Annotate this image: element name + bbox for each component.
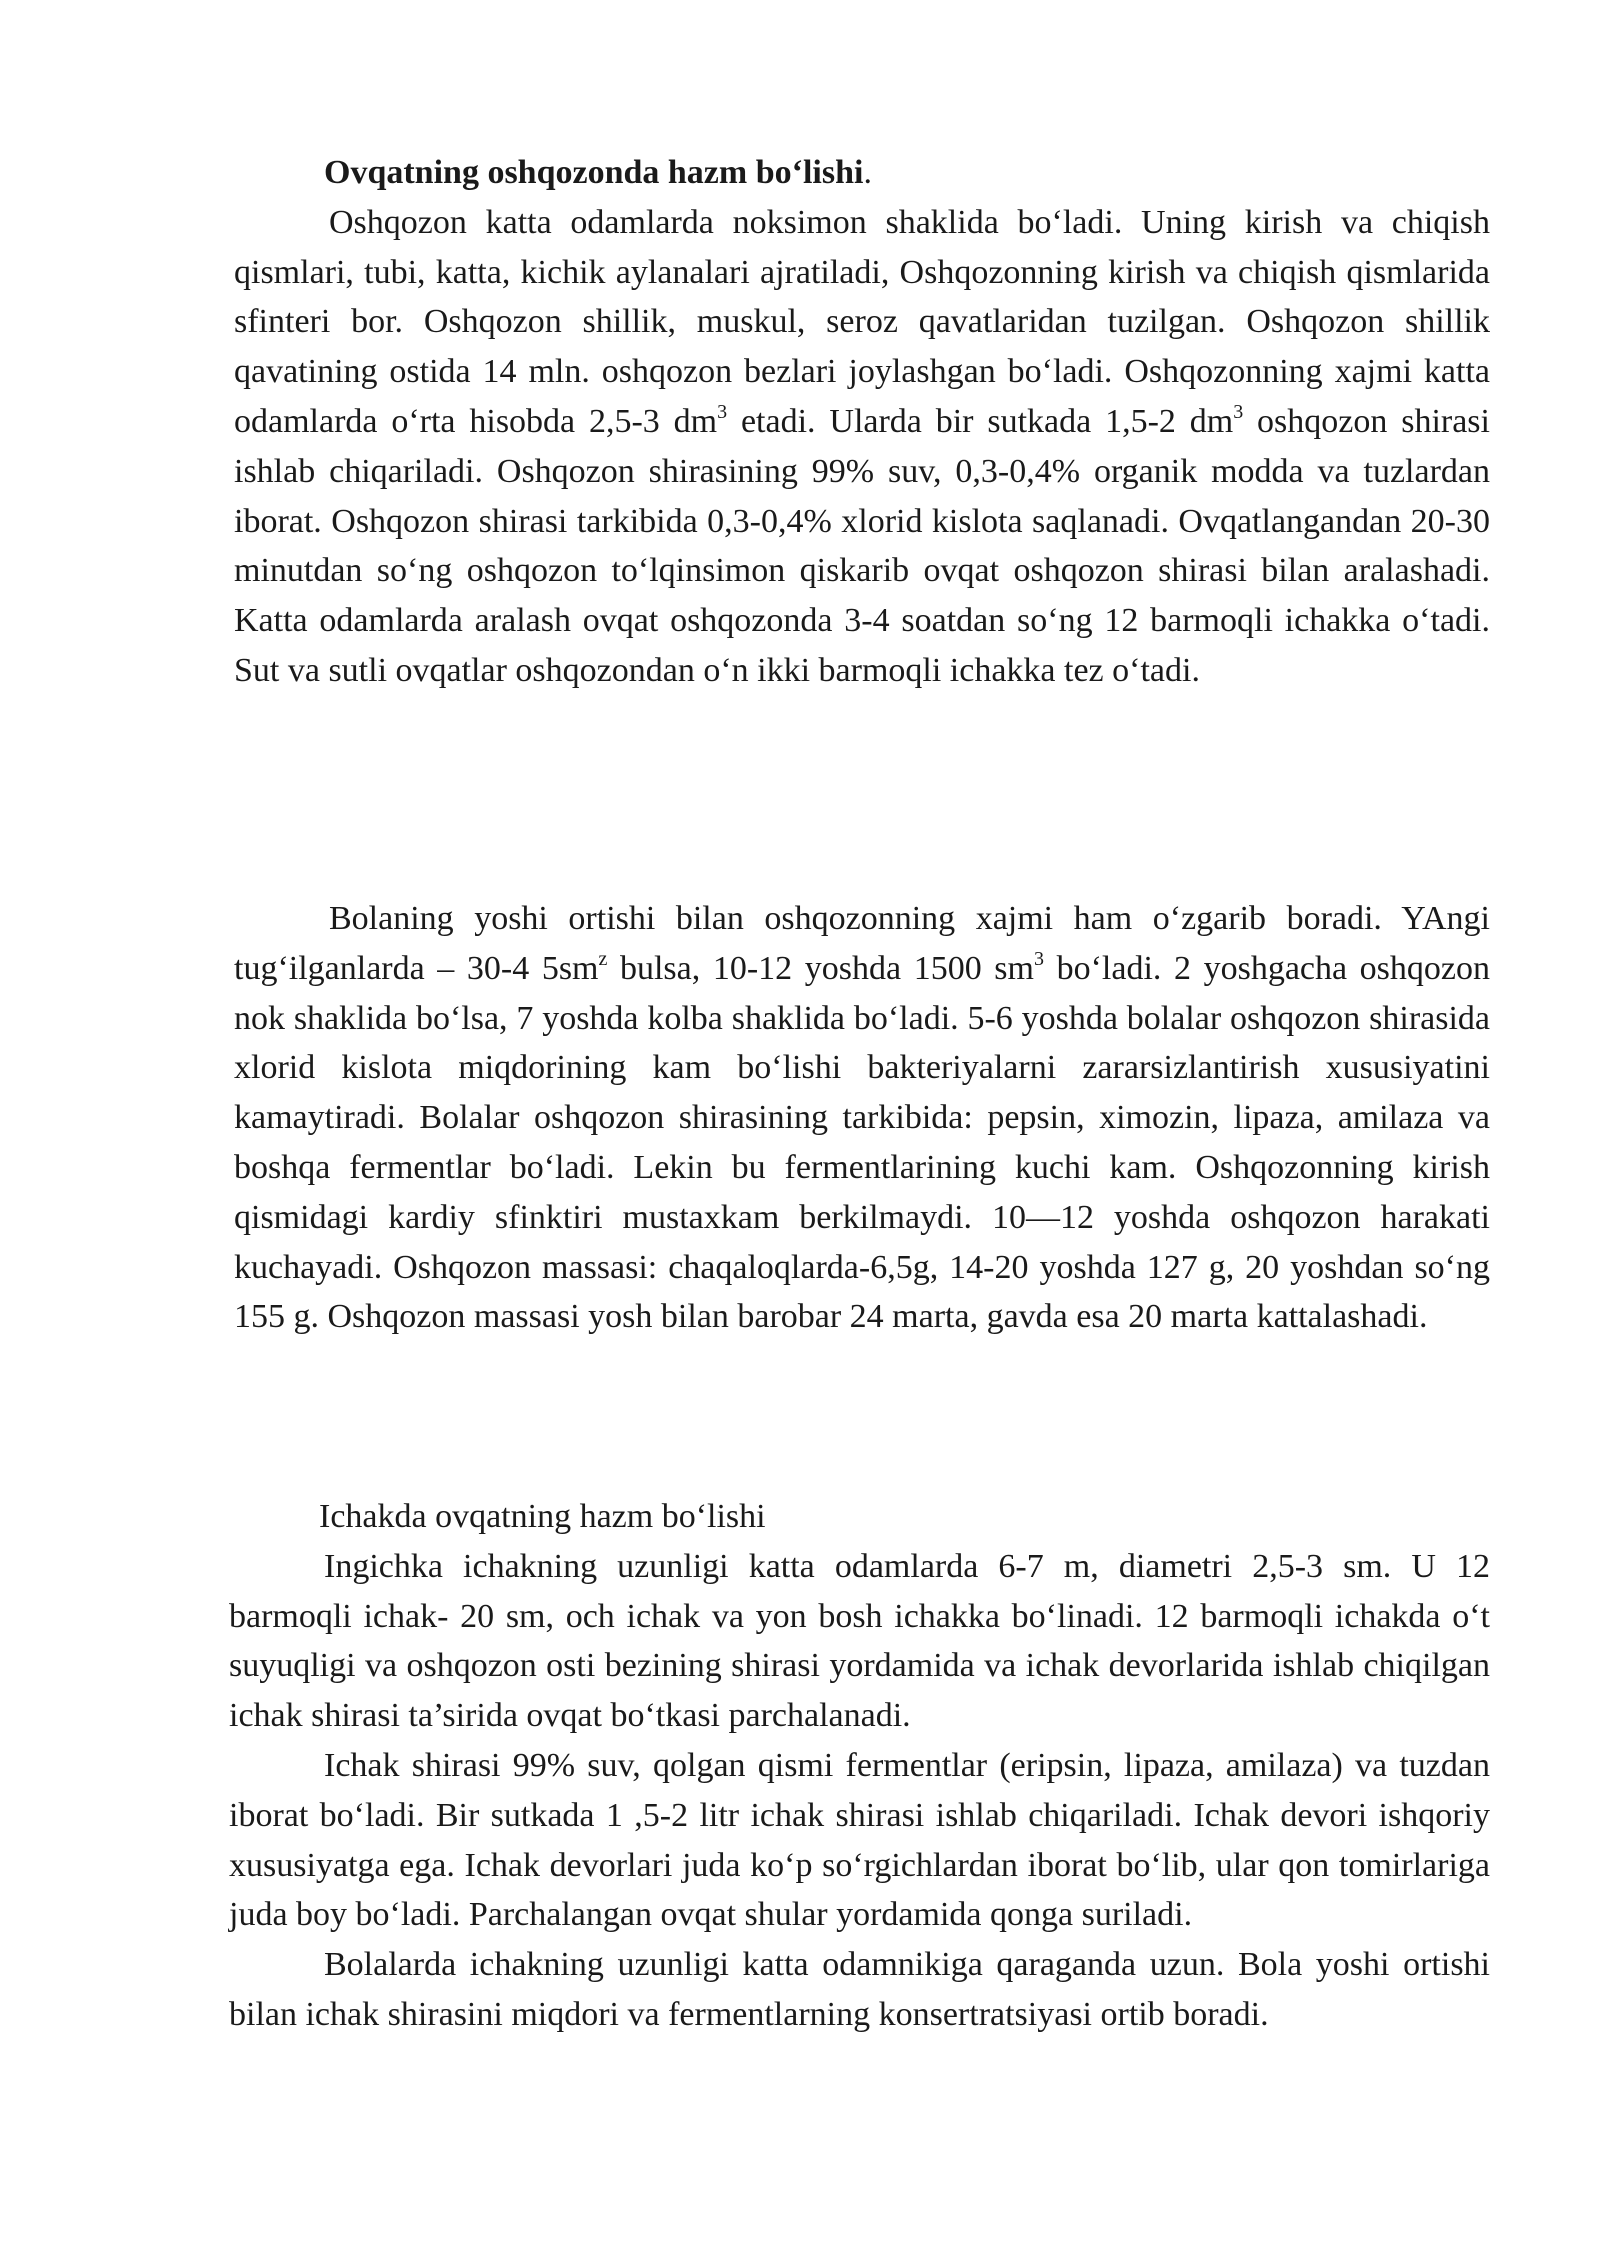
section-stomach-digestion bbox=[234, 148, 1490, 696]
paragraph-text: bo‘ladi. 2 yoshgacha oshqozon nok shaklida bo‘lsa, 7 yoshda kolba shaklida bo‘ladi. 5-6 yoshda bolalar oshqozon shirasida xlorid kislota miqdorining kam bo‘lishi bakteriyalarni zararsizlantirish xususiyatini kamaytiradi. Bolalar oshqozon shirasining tarkibida: pepsin, ximozin, lipaza, amilaza va boshqa fermentlar bo‘ladi. Lekin bu fermentlarining kuchi kam. Oshqozonning kirish qismidagi kardiy sfinktiri mustaxkam berkilmaydi. 10—12 yoshda oshqozon harakati kuchayadi. Oshqozon massasi: chaqaloqlarda-6,5g, 14-20 yoshda 127 g, 20 yoshdan so‘ng 155 g. Oshqozon massasi yosh bilan barobar 24 marta, gavda esa 20 marta kattalashadi. bbox=[234, 949, 1491, 1336]
section-child-stomach bbox=[234, 894, 1490, 1342]
paragraph-text: Oshqozon katta odamlarda noksimon shaklida bo‘ladi. Uning kirish va chiqish qismlari, tubi, katta, kichik aylanalari ajratiladi, Oshqozonning kirish va chiqish qismlarida sfinteri bor. Oshqozon shillik, muskul, seroz qavatlaridan tuzilgan. Oshqozon shillik qavatining ostida 14 mln. oshqozon bezlari joylashgan bo‘ladi. Oshqozonning xajmi katta odamlarda o‘rta hisobda 2,5-3 dm bbox=[234, 203, 1490, 440]
section-intestine-digestion bbox=[229, 1492, 1490, 2040]
paragraph: Ichak shirasi 99% suv, qolgan qismi fermentlar (eripsin, lipaza, amilaza) va tuzdan iborat bo‘ladi. Bir sutkada 1 ,5-2 litr ichak shirasi ishlab chiqariladi. Ichak devori ishqoriy xususiyatga ega. Ichak devorlari juda ko‘p so‘rgichlardan iborat bo‘lib, ular qon tomirlariga juda boy bo‘ladi. Parchalangan ovqat shular yordamida qonga suriladi. bbox=[229, 1746, 1490, 1934]
paragraph: Ingichka ichakning uzunligi katta odamlarda 6-7 m, diametri 2,5-3 sm. U 12 barmoqli ichak- 20 sm, och ichak va yon bosh ichakka bo‘linadi. 12 barmoqli ichakda o‘t suyuqligi va oshqozon osti bezining shirasi yordamida va ichak devorlarida ishlab chiqilgan ichak shirasi ta’sirida ovqat bo‘tkasi parchalanadi. bbox=[229, 1547, 1490, 1735]
section-title-period: . bbox=[863, 154, 872, 191]
paragraph bbox=[234, 198, 1490, 696]
paragraph-text: etadi. Ularda bir sutkada 1,5-2 dm bbox=[727, 402, 1234, 440]
paragraph-text: oshqozon shirasi ishlab chiqariladi. Oshqozon shirasining 99% suv, 0,3-0,4% organik modda va tuzlardan iborat. Oshqozon shirasi tarkibida 0,3-0,4% xlorid kislota saqlanadi. Ovqatlangandan 20-30 minutdan so‘ng oshqozon to‘lqinsimon qiskarib ovqat oshqozon shirasi bilan aralashadi. Katta odamlarda aralash ovqat oshqozonda 3-4 soatdan so‘ng 12 barmoqli ichakka o‘tadi. Sut va sutli ovqatlar oshqozondan o‘n ikki barmoqli ichakka tez o‘tadi. bbox=[234, 402, 1490, 689]
section-title bbox=[234, 148, 1490, 198]
paragraph bbox=[234, 894, 1490, 1342]
section-title: Ichakda ovqatning hazm bo‘lishi bbox=[319, 1498, 766, 1535]
superscript: z bbox=[598, 947, 608, 970]
paragraph-text: bulsa, 10-12 yoshda 1500 sm bbox=[607, 949, 1034, 987]
superscript: 3 bbox=[1033, 947, 1044, 970]
superscript: 3 bbox=[1233, 400, 1244, 423]
paragraph: Bolalarda ichakning uzunligi katta odamnikiga qaraganda uzun. Bola yoshi ortishi bilan ichak shirasini miqdori va fermentlarning konsertratsiyasi ortib boradi. bbox=[229, 1946, 1490, 2033]
section-title-text: Ovqatning oshqozonda hazm bo‘lishi bbox=[324, 154, 864, 191]
superscript: 3 bbox=[717, 400, 728, 423]
paragraph-text: Bolaning yoshi ortishi bilan oshqozonning xajmi ham o‘zgarib boradi. YAngi tug‘ilganlarda – 30-4 5sm bbox=[234, 900, 1490, 987]
